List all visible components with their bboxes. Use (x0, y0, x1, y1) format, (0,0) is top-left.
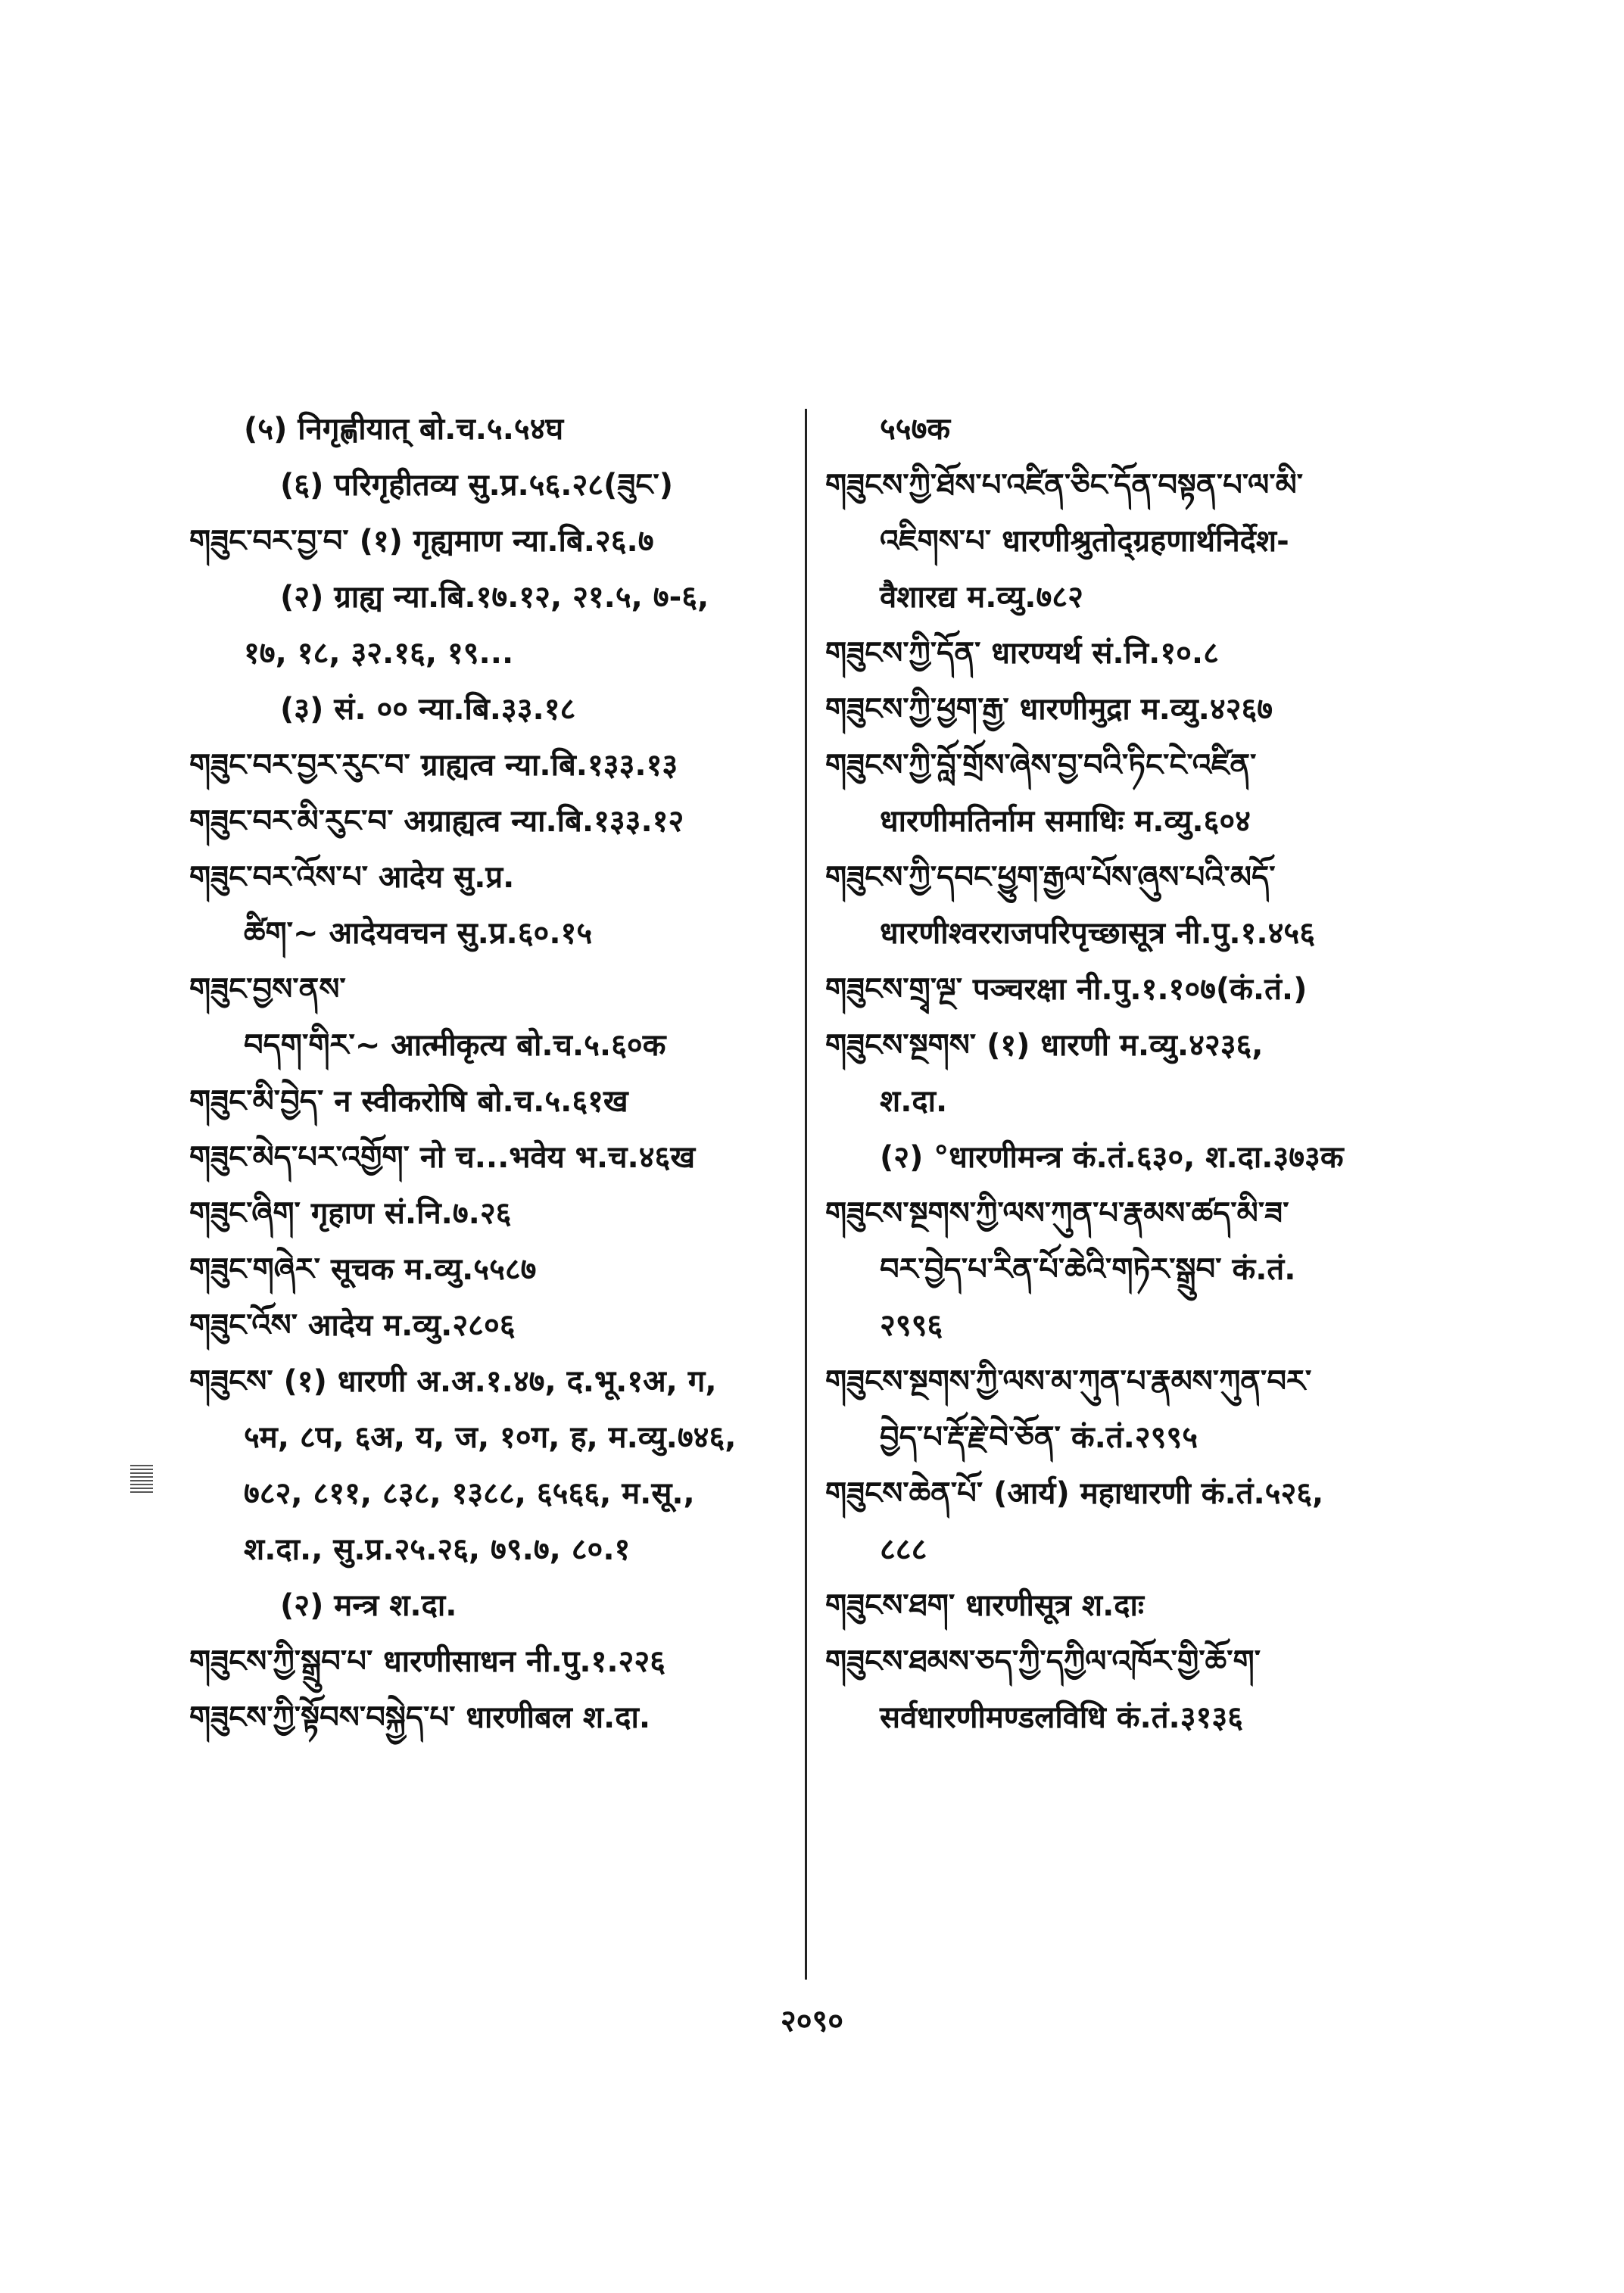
page-number: २०९० (780, 2004, 844, 2039)
dictionary-entry-line: ५५७क (880, 412, 951, 447)
dictionary-entry-line: གཟུངས་ཀྱི་སྟོབས་བསྐྱེད་པ་ धारणीबल श.दा. (189, 1700, 651, 1735)
dictionary-entry-line: གཟུང་མེད་པར་འགྱོག་ नो च...भवेय भ.च.४६ख (189, 1140, 696, 1175)
dictionary-entry-line: ५म, ८प, ६अ, य, ज, १०ग, ह, म.व्यु.७४६, (244, 1420, 737, 1455)
dictionary-entry-line: (३) सं. ०० न्या.बि.३३.१८ (280, 692, 576, 727)
dictionary-entry-line: གཟུངས་ཆེན་པོ་ (आर्य) महाधारणी कं.तं.५२६, (825, 1476, 1324, 1511)
dictionary-entry-line: བདག་གིར་~ आत्मीकृत्य बो.च.५.६०क (244, 1028, 666, 1063)
right-column (825, 401, 1446, 1746)
dictionary-entry-line: གཟུངས་ཀྱི་སྒྲུབ་པ་ धारणीसाधन नी.पु.१.२२६ (189, 1644, 665, 1679)
dictionary-entry-line: ८८८ (880, 1532, 927, 1567)
dictionary-entry-line: གཟུངས་ཀྱི་དབང་ཕྱུག་རྒྱལ་པོས་ཞུས་པའི་མདོ་ (825, 860, 1276, 895)
dictionary-entry-line: གཟུངས་ཐམས་ཅད་ཀྱི་དཀྱིལ་འཁོར་གྱི་ཆོ་ག་ (825, 1644, 1261, 1679)
dictionary-entry-line: (६) परिगृहीतव्य सु.प्र.५६.२८(ཟུང་) (280, 468, 674, 503)
dictionary-entry-line: གཟུངས་གྲྭ་ལྔ་ पञ्चरक्षा नी.पु.१.१०७(कं.तं.) (825, 972, 1308, 1007)
dictionary-entry-line: གཟུང་བར་བྱ་བ་ (१) गृह्यमाण न्या.बि.२६.७ (189, 524, 654, 559)
dictionary-entry-line: གཟུང་བར་བྱར་རུང་བ་ ग्राह्यत्व न्या.बि.१३३.१३ (189, 748, 678, 783)
dictionary-entry-line: བར་བྱེད་པ་རིན་པོ་ཆེའི་གཏེར་སྒྲུབ་ कं.तं. (880, 1252, 1296, 1287)
dictionary-entry-line: གཟུངས་ཀྱི་ཐོས་པ་འཛིན་ཅིང་དོན་བསྟན་པ་ལ་མི་ (825, 468, 1304, 503)
dictionary-entry-line: धारणीमतिर्नाम समाधिः म.व्यु.६०४ (880, 804, 1251, 839)
dictionary-entry-line: གཟུངས་སྔགས་ཀྱི་ལས་མ་ཀུན་པ་རྣམས་ཀུན་བར་ (825, 1364, 1312, 1399)
dictionary-entry-line: ७८२, ८११, ८३८, १३८८, ६५६६, म.सू., (244, 1476, 695, 1511)
margin-mark (130, 1465, 153, 1495)
dictionary-entry-line: གཟུངས་ཐག་ धारणीसूत्र श.दाः (825, 1588, 1144, 1623)
dictionary-entry-line: श.दा., सु.प्र.२५.२६, ७९.७, ८०.१ (244, 1532, 631, 1567)
left-column (189, 401, 818, 1746)
dictionary-entry-line: གཟུང་བྱས་ནས་ (189, 972, 346, 1007)
dictionary-entry-line: (५) निगृह्णीयात् बो.च.५.५४घ (244, 412, 564, 447)
dictionary-entry-line: २९९६ (880, 1308, 943, 1343)
dictionary-entry-line: འཇིགས་པ་ धारणीश्रुतोद्ग्रहणार्थनिर्देश- (880, 524, 1289, 559)
dictionary-entry-line: གཟུང་བར་འོས་པ་ आदेय सु.प्र. (189, 860, 515, 895)
dictionary-entry-line: གཟུངས་ཀྱི་དོན་ धारण्यर्थ सं.नि.१०.८ (825, 636, 1219, 671)
dictionary-entry-line: वैशारद्य म.व्यु.७८२ (880, 580, 1083, 615)
dictionary-entry-line: གཟུངས་སྔགས་ (१) धारणी म.व्यु.४२३६, (825, 1028, 1264, 1063)
dictionary-entry-line: བྱེད་པ་རྡོ་རྗེ་བེ་ཅོན་ कं.तं.२९९५ (880, 1420, 1198, 1455)
dictionary-entry-line: གཟུང་འོས་ आदेय म.व्यु.२८०६ (189, 1308, 516, 1343)
dictionary-entry-line: ཚིག་~ आदेयवचन सु.प्र.६०.१५ (244, 916, 593, 951)
dictionary-entry-line: གཟུངས་ (१) धारणी अ.अ.१.४७, द.भू.१अ, ग, (189, 1364, 717, 1399)
dictionary-entry-line: གཟུང་མི་བྱེད་ न स्वीकरोषि बो.च.५.६१ख (189, 1084, 628, 1119)
dictionary-entry-line: གཟུང་གཞེར་ सूचक म.व्यु.५५८७ (189, 1252, 537, 1287)
dictionary-entry-line: གཟུངས་ཀྱི་ཕྱག་རྒྱ་ धारणीमुद्रा म.व्यु.४२६७ (825, 692, 1273, 727)
dictionary-entry-line: (२) ग्राह्य न्या.बि.१७.१२, २१.५, ७-६, (280, 580, 709, 615)
dictionary-entry-line: གཟུངས་ཀྱི་བློ་གྲོས་ཞེས་བྱ་བའི་ཏིང་ངེ་འཛིན་ (825, 748, 1257, 783)
dictionary-entry-line: གཟུངས་སྔགས་ཀྱི་ལས་ཀུན་པ་རྣམས་ཚད་མི་ཟ་ (825, 1196, 1289, 1231)
dictionary-entry-line: གཟུང་ཞིག་ गृहाण सं.नि.७.२६ (189, 1196, 512, 1231)
dictionary-entry-line: (२) °धारणीमन्त्र कं.तं.६३०, श.दा.३७३क (880, 1140, 1344, 1175)
dictionary-entry-line: श.दा. (880, 1084, 948, 1119)
dictionary-entry-line: सर्वधारणीमण्डलविधि कं.तं.३१३६ (880, 1700, 1243, 1735)
dictionary-entry-line: १७, १८, ३२.१६, १९... (244, 636, 514, 671)
dictionary-entry-line: धारणीश्वरराजपरिपृच्छासूत्र नी.पु.१.४५६ (880, 916, 1315, 951)
dictionary-entry-line: གཟུང་བར་མི་རུང་བ་ अग्राह्यत्व न्या.बि.१३३.१२ (189, 804, 684, 839)
dictionary-entry-line: (२) मन्त्र श.दा. (280, 1588, 457, 1623)
column-divider (805, 409, 807, 1980)
